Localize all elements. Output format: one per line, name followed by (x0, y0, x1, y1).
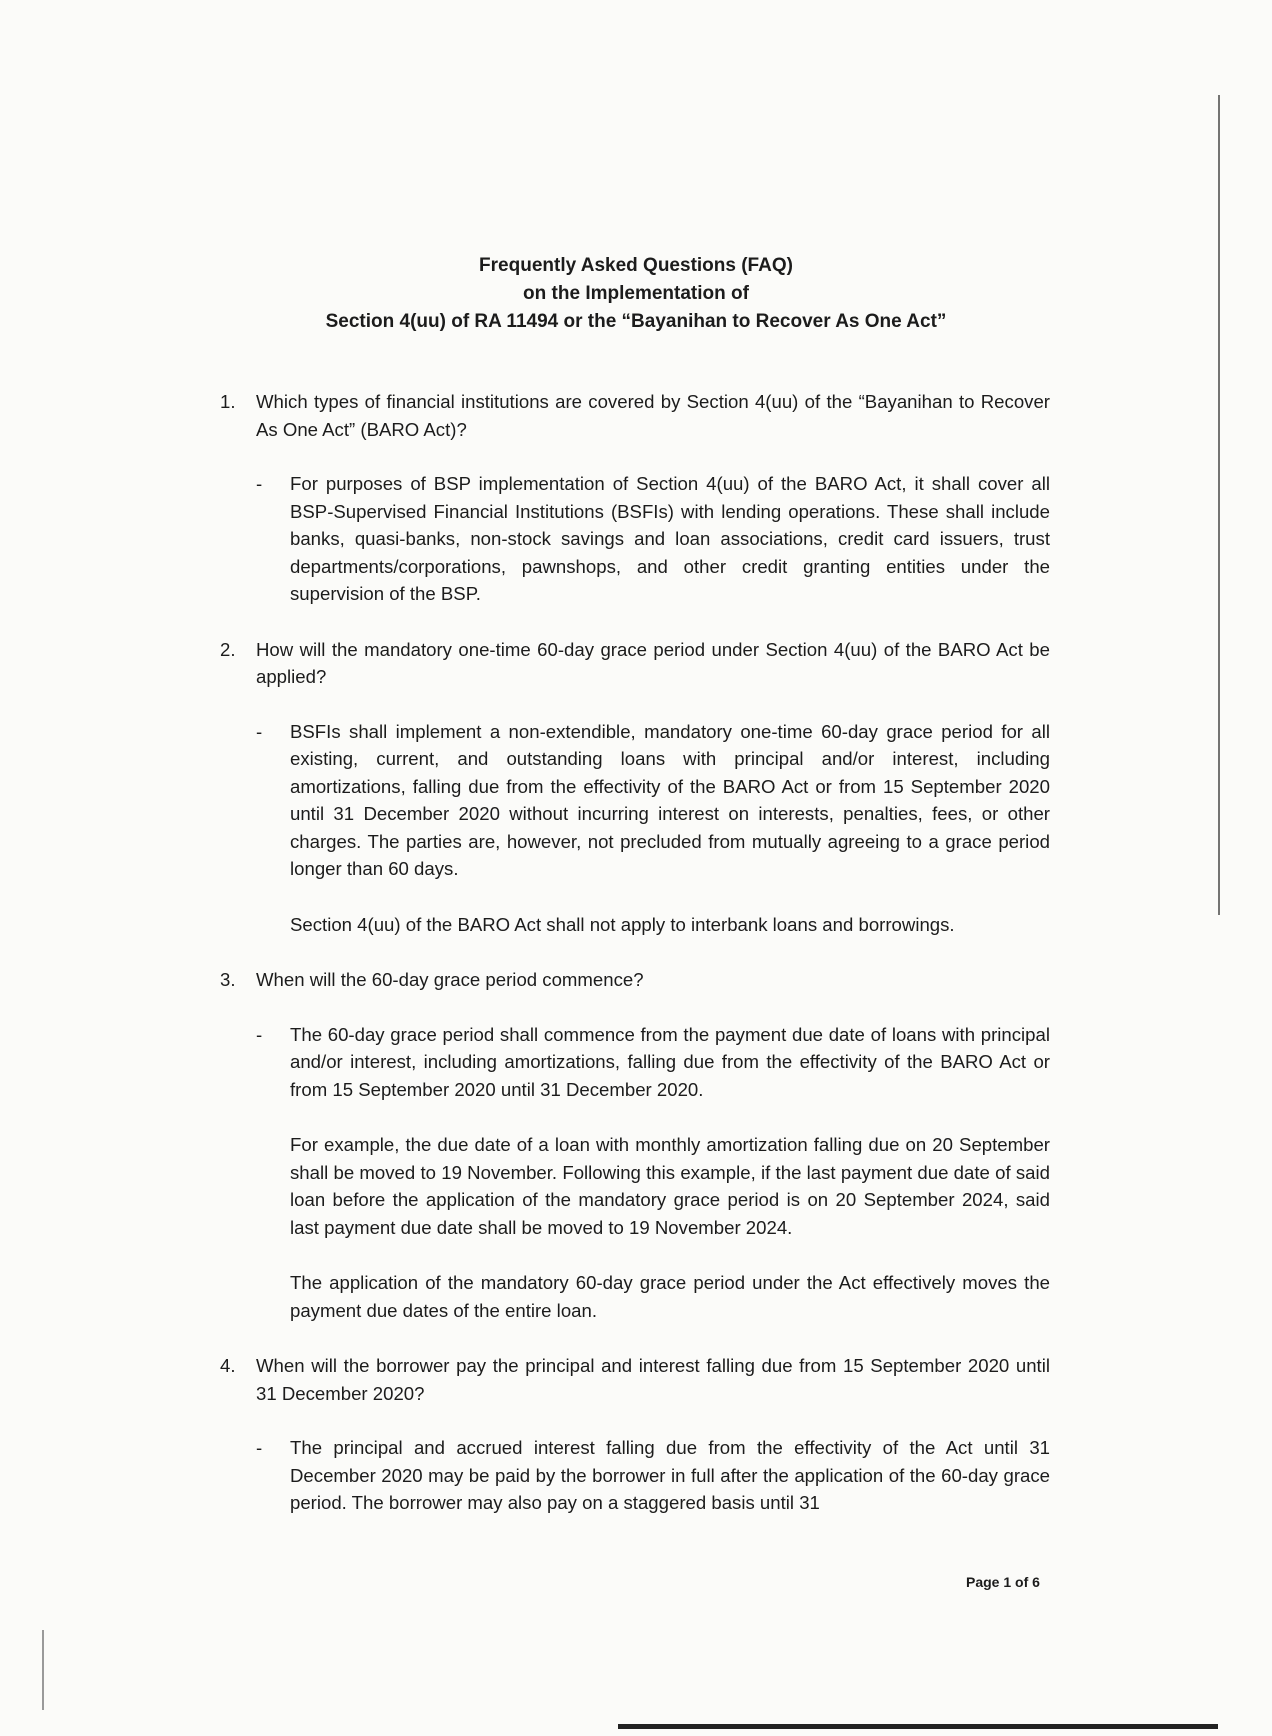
faq-answer-2-extra: Section 4(uu) of the BARO Act shall not apply to interbank loans and borrowings. (290, 913, 955, 935)
faq-question-4 (220, 1352, 1050, 1407)
scan-edge-right (1218, 95, 1220, 915)
question-text: When will the 60-day grace period commence? (256, 969, 644, 990)
bullet-dash: - (256, 720, 263, 742)
question-number: 3. (220, 969, 236, 990)
document-title (0, 252, 1272, 336)
faq-answer-4 (220, 1434, 1050, 1517)
scan-bottom-line (618, 1724, 1218, 1729)
faq-answer-3 (220, 1021, 1050, 1104)
question-text: Which types of financial institutions are covered by Section 4(uu) of the “Bayanihan to Recover As One Act” (BARO Act)? (256, 391, 1050, 440)
faq-answer-1 (220, 470, 1050, 608)
question-text: How will the mandatory one-time 60-day grace period under Section 4(uu) of the BARO Act be applied? (256, 638, 1050, 687)
faq-answer-2 (220, 718, 1050, 883)
answer-text: For purposes of BSP implementation of Section 4(uu) of the BARO Act, it shall cover all BSP-Supervised Financial Institutions (BSFIs) with lending operations. These shall include banks, quasi-banks, non-stock savings and loan associations, credit card issuers, trust departments/corporations, pawnshops, and other credit granting entities under the supervision of the BSP. (290, 473, 1050, 604)
answer-text: The principal and accrued interest falling due from the effectivity of the Act until 31 December 2020 may be paid by the borrower in full after the application of the 60-day grace period. The borrower may also pay on a staggered basis until 31 (290, 1437, 1050, 1513)
faq-list (220, 388, 1050, 1517)
faq-question-3 (220, 966, 1050, 994)
title-line-1: Frequently Asked Questions (FAQ) (479, 255, 793, 276)
question-number: 2. (220, 638, 236, 660)
bullet-dash: - (256, 1437, 263, 1458)
bullet-dash: - (256, 1023, 263, 1045)
title-line-3: Section 4(uu) of RA 11494 or the “Bayanihan to Recover As One Act” (325, 311, 947, 332)
faq-question-1 (220, 388, 1050, 443)
title-line-2: on the Implementation of (523, 283, 749, 304)
scan-edge-left (42, 1630, 44, 1710)
question-number: 4. (220, 1355, 236, 1376)
faq-answer-3-note: The application of the mandatory 60-day grace period under the Act effectively moves the payment due dates of the entire loan. (290, 1272, 1050, 1321)
question-text: When will the borrower pay the principal and interest falling due from 15 September 2020 until 31 December 2020? (256, 1355, 1050, 1404)
question-number: 1. (220, 391, 236, 412)
faq-question-2 (220, 636, 1050, 691)
answer-text: The 60-day grace period shall commence from the payment due date of loans with principal and/or interest, including amortizations, falling due from the effectivity of the BARO Act or from 15 September 2020 until 31 December 2020. (290, 1023, 1050, 1100)
bullet-dash: - (256, 473, 263, 494)
answer-text: BSFIs shall implement a non-extendible, mandatory one-time 60-day grace period for all existing, current, and outstanding loans with principal and/or interest, including amortizations, falling due from the effectivity of the BARO Act or from 15 September 2020 until 31 December 2020 without incurring interest on interests, penalties, fees, or other charges. The parties are, however, not precluded from mutually agreeing to a grace period longer than 60 days. (290, 720, 1050, 879)
faq-answer-3-example: For example, the due date of a loan with monthly amortization falling due on 20 September shall be moved to 19 November. Following this example, if the last payment due date of said loan before the application of the mandatory grace period is on 20 September 2024, said last payment due date shall be moved to 19 November 2024. (290, 1134, 1050, 1238)
page-number: Page 1 of 6 (966, 1574, 1040, 1590)
